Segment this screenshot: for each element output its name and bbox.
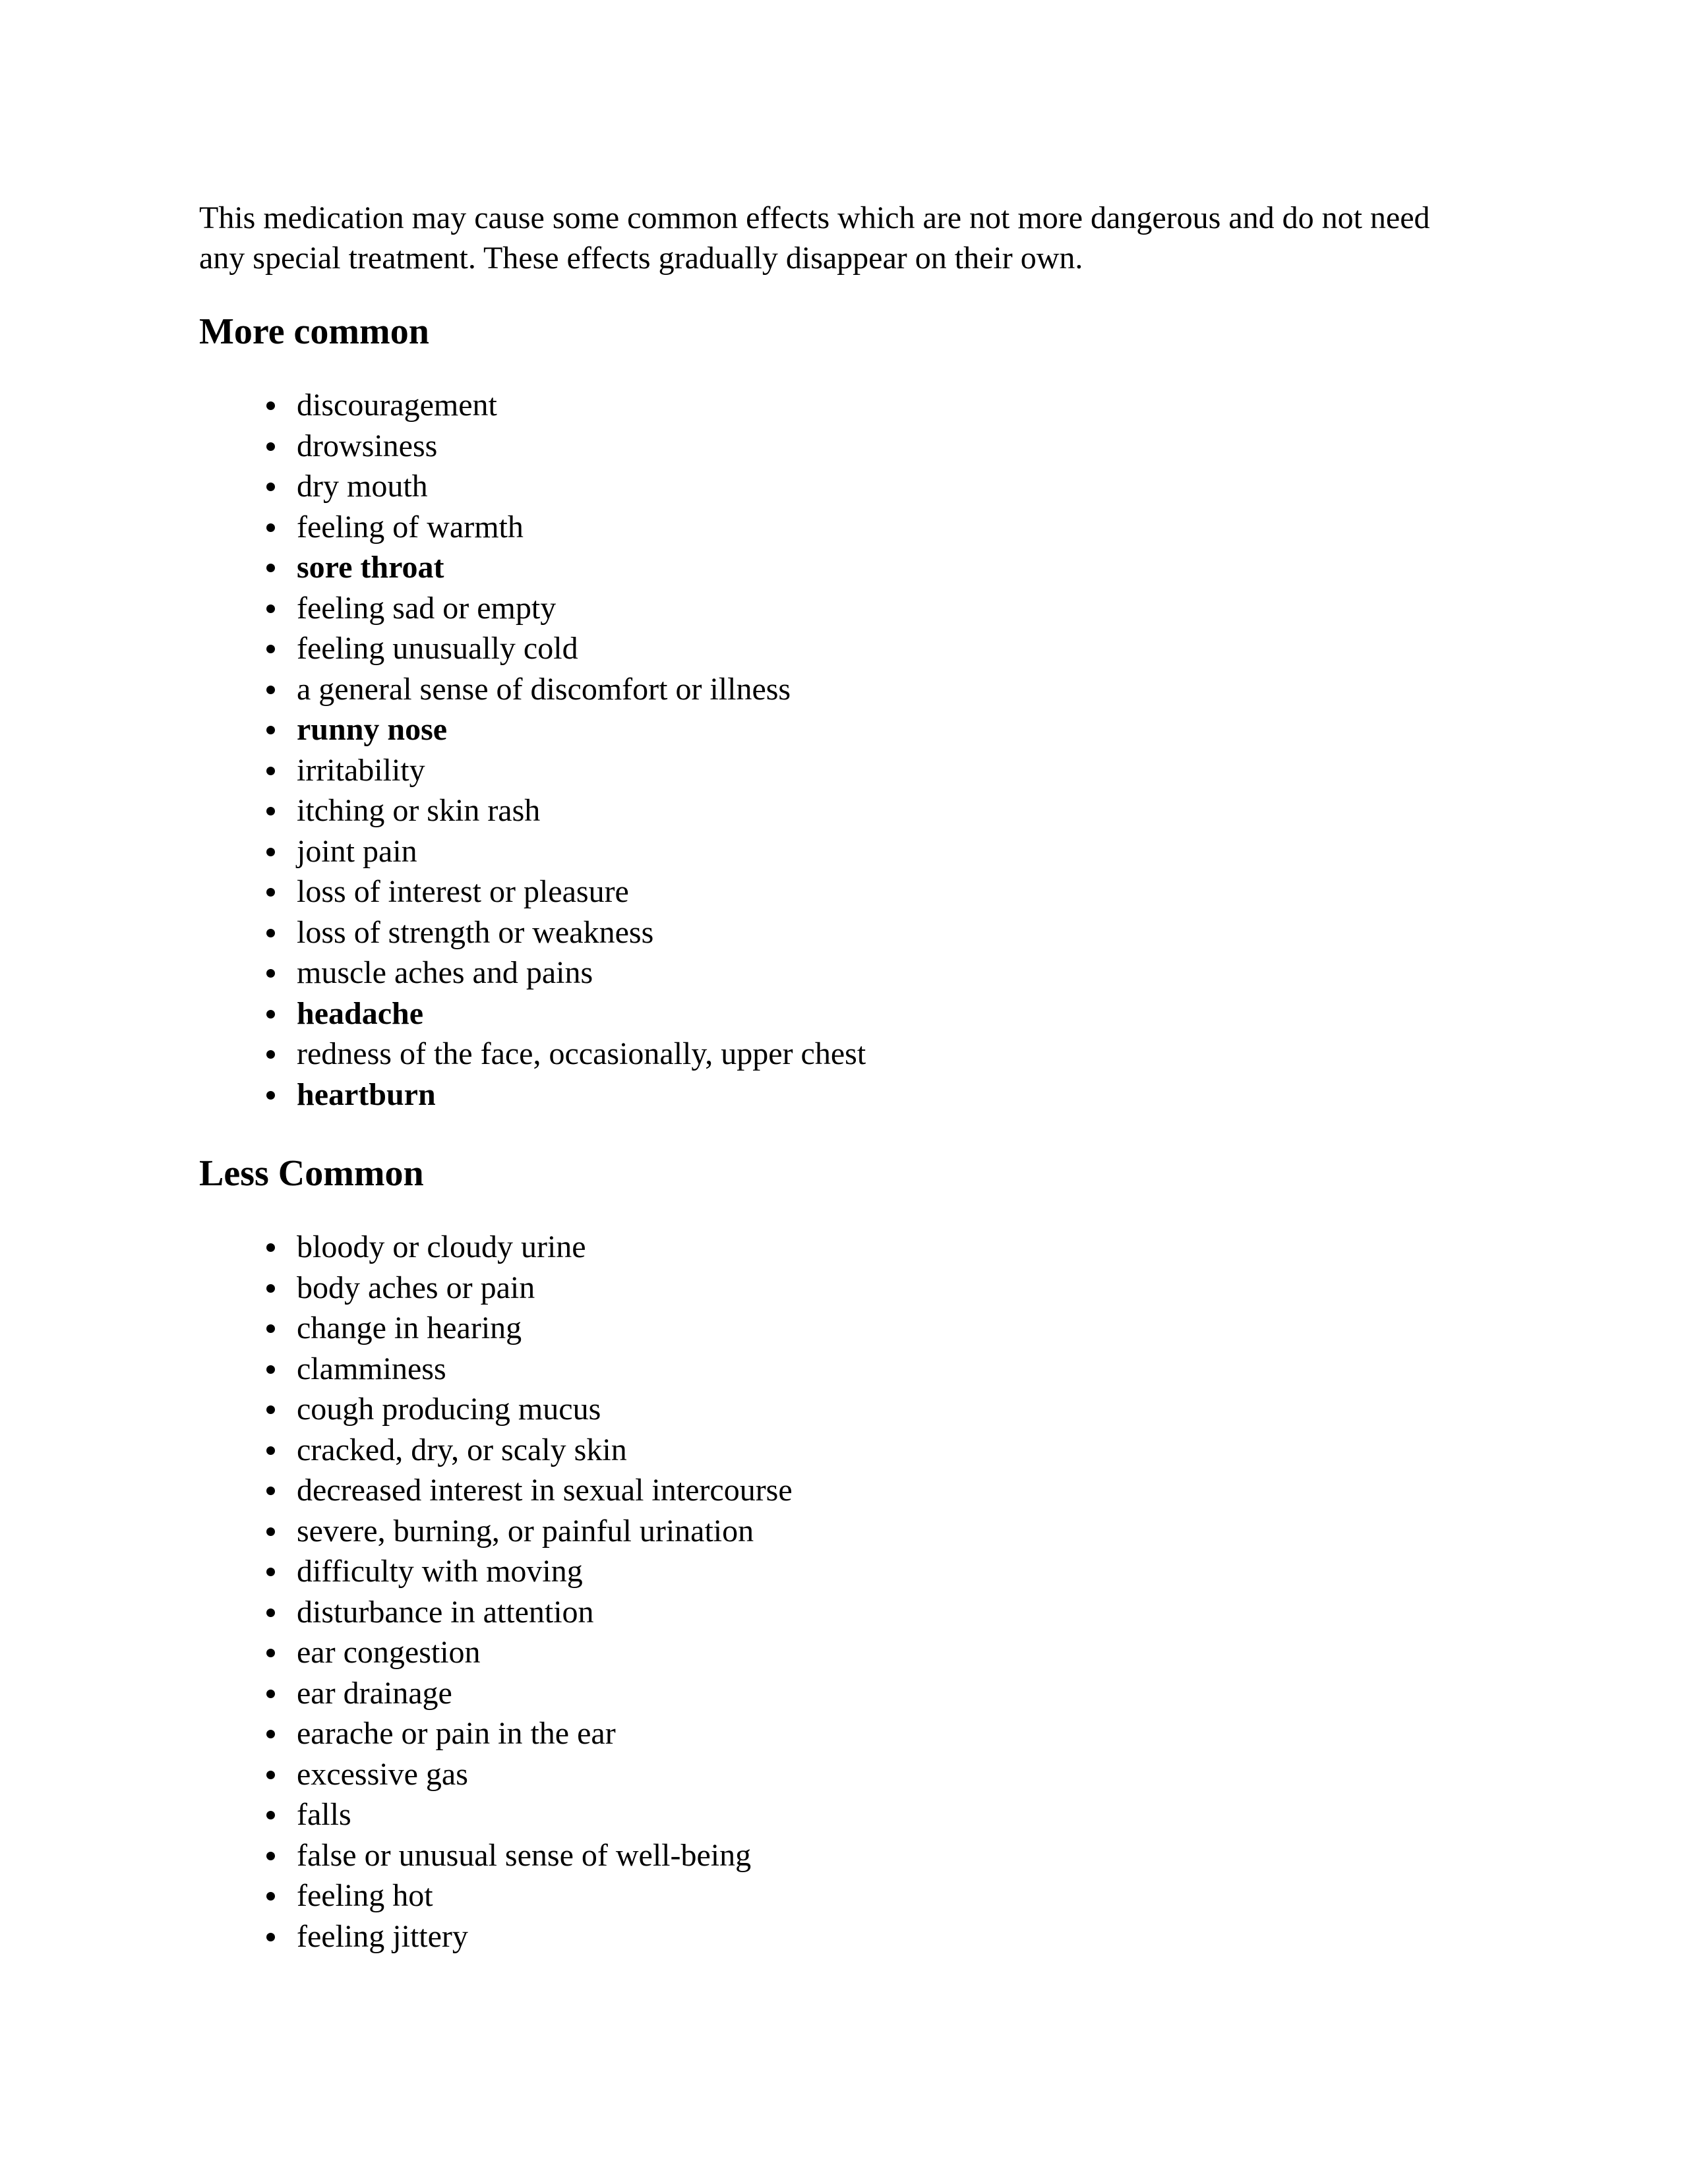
list-item [199, 628, 1518, 669]
list-item [199, 1511, 1518, 1552]
bullet-icon [266, 1608, 275, 1617]
bullet-icon [266, 645, 275, 653]
bullet-icon [266, 1365, 275, 1374]
bullet-icon [266, 1771, 275, 1779]
bullet-icon [266, 483, 275, 491]
list-item-label: sore throat [297, 550, 444, 585]
bullet-icon [266, 1324, 275, 1333]
list-item [199, 1268, 1518, 1309]
less-common-list [199, 1227, 1518, 1957]
list-item-label: clamminess [297, 1351, 446, 1386]
bullet-icon [266, 1243, 275, 1252]
list-item [199, 871, 1518, 912]
list-item [199, 1075, 1518, 1115]
more-common-list [199, 385, 1518, 1115]
list-item [199, 466, 1518, 507]
list-item [199, 1308, 1518, 1349]
list-item [199, 750, 1518, 791]
bullet-icon [266, 969, 275, 978]
bullet-icon [266, 888, 275, 897]
bullet-icon [266, 807, 275, 815]
list-item [199, 1551, 1518, 1592]
list-item-label: muscle aches and pains [297, 955, 593, 990]
list-item-label: drowsiness [297, 428, 438, 463]
list-item [199, 507, 1518, 548]
list-item [199, 1916, 1518, 1957]
list-item [199, 1227, 1518, 1268]
list-item-label: runny nose [297, 712, 448, 747]
bullet-icon [266, 767, 275, 775]
list-item-label: excessive gas [297, 1756, 468, 1792]
list-item-label: decreased interest in sexual intercourse [297, 1473, 793, 1508]
bullet-icon [266, 1568, 275, 1576]
list-item [199, 1349, 1518, 1390]
bullet-icon [266, 605, 275, 613]
list-item-label: bloody or cloudy urine [297, 1229, 586, 1264]
list-item [199, 547, 1518, 588]
list-item-label: loss of strength or weakness [297, 914, 654, 950]
bullet-icon [266, 1487, 275, 1495]
bullet-icon [266, 1284, 275, 1293]
bullet-icon [266, 686, 275, 694]
list-item [199, 1430, 1518, 1471]
bullet-icon [266, 1446, 275, 1455]
list-item-label: falls [297, 1797, 351, 1832]
bullet-icon [266, 929, 275, 937]
list-item [199, 790, 1518, 831]
list-item [199, 993, 1518, 1034]
bullet-icon [266, 564, 275, 572]
list-item-label: loss of interest or pleasure [297, 874, 629, 909]
bullet-icon [266, 1050, 275, 1059]
section-heading-less-common: Less Common [199, 1153, 424, 1194]
list-item-label: disturbance in attention [297, 1594, 594, 1630]
list-item [199, 1875, 1518, 1916]
list-item-label: cracked, dry, or scaly skin [297, 1432, 627, 1467]
list-item-label: a general sense of discomfort or illness [297, 671, 791, 707]
list-item [199, 1389, 1518, 1430]
list-item-label: earache or pain in the ear [297, 1716, 616, 1751]
bullet-icon [266, 1405, 275, 1414]
list-item-label: cough producing mucus [297, 1392, 601, 1427]
list-item [199, 385, 1518, 426]
list-item [199, 1673, 1518, 1714]
list-item-label: body aches or pain [297, 1270, 535, 1305]
list-item [199, 953, 1518, 993]
list-item-label: false or unusual sense of well-being [297, 1837, 752, 1873]
bullet-icon [266, 1091, 275, 1100]
list-item-label: ear congestion [297, 1635, 481, 1670]
list-item [199, 426, 1518, 467]
list-item-label: feeling jittery [297, 1918, 468, 1954]
bullet-icon [266, 1811, 275, 1819]
bullet-icon [266, 442, 275, 451]
list-item [199, 1713, 1518, 1754]
list-item [199, 912, 1518, 953]
list-item-label: feeling unusually cold [297, 631, 578, 666]
bullet-icon [266, 1010, 275, 1018]
list-item [199, 588, 1518, 629]
list-item [199, 1034, 1518, 1075]
list-item [199, 1835, 1518, 1876]
list-item [199, 831, 1518, 872]
bullet-icon [266, 401, 275, 410]
intro-line-2: any special treatment. These effects gradually disappear on their own. [199, 241, 1083, 276]
list-item-label: heartburn [297, 1077, 436, 1112]
bullet-icon [266, 1690, 275, 1698]
section-heading-more-common: More common [199, 311, 429, 352]
list-item-label: itching or skin rash [297, 793, 541, 828]
list-item [199, 1794, 1518, 1835]
bullet-icon [266, 1527, 275, 1536]
list-item-label: change in hearing [297, 1311, 522, 1345]
list-item-label: discouragement [297, 388, 497, 423]
list-item-label: dry mouth [297, 469, 428, 504]
bullet-icon [266, 848, 275, 856]
list-item [199, 1632, 1518, 1673]
bullet-icon [266, 1892, 275, 1901]
bullet-icon [266, 523, 275, 532]
list-item [199, 1754, 1518, 1795]
list-item-label: feeling hot [297, 1878, 433, 1913]
bullet-icon [266, 1852, 275, 1860]
document-page [199, 198, 1518, 1957]
list-item-label: difficulty with moving [297, 1554, 583, 1589]
list-item [199, 1470, 1518, 1511]
list-item [199, 669, 1518, 710]
bullet-icon [266, 726, 275, 734]
list-item-label: feeling of warmth [297, 509, 524, 545]
bullet-icon [266, 1649, 275, 1657]
list-item [199, 1592, 1518, 1633]
list-item-label: feeling sad or empty [297, 590, 557, 626]
list-item-label: severe, burning, or painful urination [297, 1513, 754, 1549]
intro-paragraph [199, 198, 1518, 278]
list-item-label: redness of the face, occasionally, upper chest [297, 1036, 866, 1071]
list-item [199, 709, 1518, 750]
intro-line-1: This medication may cause some common effects which are not more dangerous and do not need [199, 200, 1430, 235]
bullet-icon [266, 1933, 275, 1941]
bullet-icon [266, 1730, 275, 1738]
list-item-label: irritability [297, 752, 425, 788]
list-item-label: joint pain [297, 833, 417, 869]
list-item-label: headache [297, 995, 423, 1031]
list-item-label: ear drainage [297, 1675, 452, 1711]
